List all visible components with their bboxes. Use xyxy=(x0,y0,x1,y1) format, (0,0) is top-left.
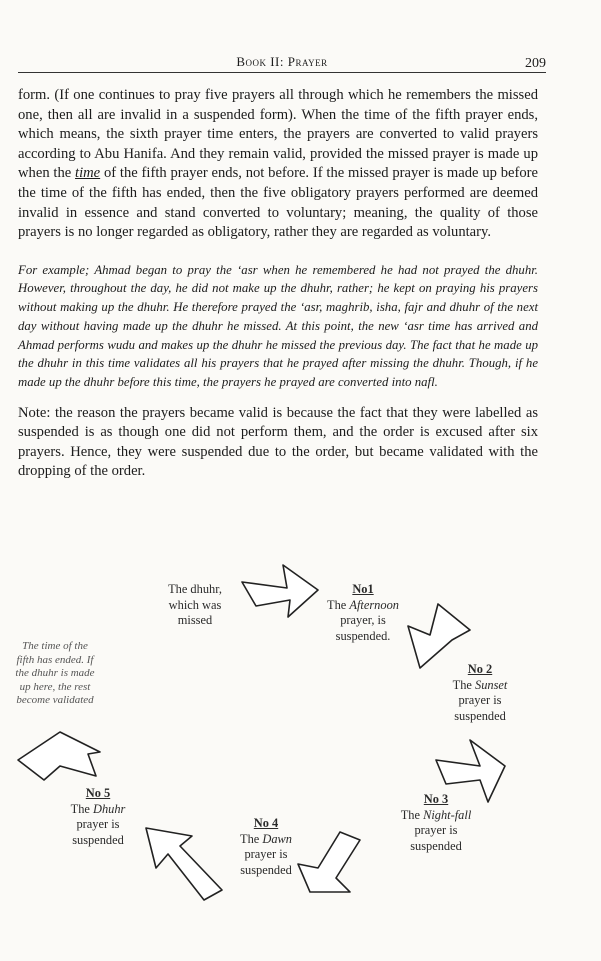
arrow-right-icon xyxy=(242,565,318,617)
label-step-5: No 5 The Dhuhr prayer is suspended xyxy=(70,786,126,847)
example-paragraph: For example; Ahmad began to pray the ‘asr when he remembered he had not prayed the dhuhr. However, throughout the day, he did not make up the dhuhr, rather; he kept on praying his prayers without making up the dhuhr. He therefore prayed the ‘asr, maghrib, isha, fajr and dhuhr of the next day without having made up the dhuhr he missed. At this point, the new ‘asr time has arrived and Ahmad performs wudu and makes up the dhuhr he missed the previous day. The fact that he made up the dhuhr in this time validates all his prayers that he prayed after missing the dhuhr. Though, if he made up the dhuhr before this time, the prayers he prayed are converted into nafl. xyxy=(18,262,538,389)
label-start-missed-dhuhr: The dhuhr, which was missed xyxy=(168,582,222,627)
label-step-2: No 2 The Sunset prayer is suspended xyxy=(452,662,508,723)
arrow-down-left-icon xyxy=(408,604,470,668)
prayer-cycle-diagram xyxy=(0,540,601,961)
emphasized-term: time xyxy=(75,165,101,182)
diagram-arrows xyxy=(0,540,601,961)
body-text xyxy=(18,86,538,482)
label-end-validated: The time of the fifth has ended. If the dhuhr is made up here, the rest become validated xyxy=(15,640,95,706)
arrow-up-left-icon xyxy=(146,828,222,900)
label-step-3: No 3 The Night-fall prayer is suspended xyxy=(400,792,472,853)
running-title: Book II: Prayer xyxy=(236,54,328,69)
paragraph-main-part1: form. (If one continues to pray five prayers all through which he remembers the missed one, then all are invalid in a suspended form). When the time of the fifth prayer ends, which means, the sixth prayer time enters, the prayers are converted to valid prayers according to Abu Hanifa. And they remain valid, provided the missed prayer is made up when the xyxy=(18,87,538,182)
arrow-down-left-icon xyxy=(298,832,360,892)
label-step-4: No 4 The Dawn prayer is suspended xyxy=(240,816,292,877)
page-number: 209 xyxy=(525,56,546,71)
label-step-1: No1 The Afternoon prayer, is suspended. xyxy=(327,582,399,643)
arrow-up-icon xyxy=(18,732,100,780)
paragraph-main xyxy=(18,86,538,243)
running-header xyxy=(18,54,546,73)
note-paragraph: Note: the reason the prayers became valid is because the fact that they were labelled as suspended is as though one did not perform them, and the order is excused after six prayers. Hence, they were suspended due to the order, but became validated with the dropping of the order. xyxy=(18,404,538,480)
paragraph-main-part2: of the fifth prayer ends, not before. If the missed prayer is made up before the time of the fifth has ended, then the five obligatory prayers performed are deemed invalid in essence and stand converted to voluntary; meaning, the quality of those prayers is no longer regarded as obligatory, rather they are regarded as voluntary. xyxy=(18,165,538,241)
